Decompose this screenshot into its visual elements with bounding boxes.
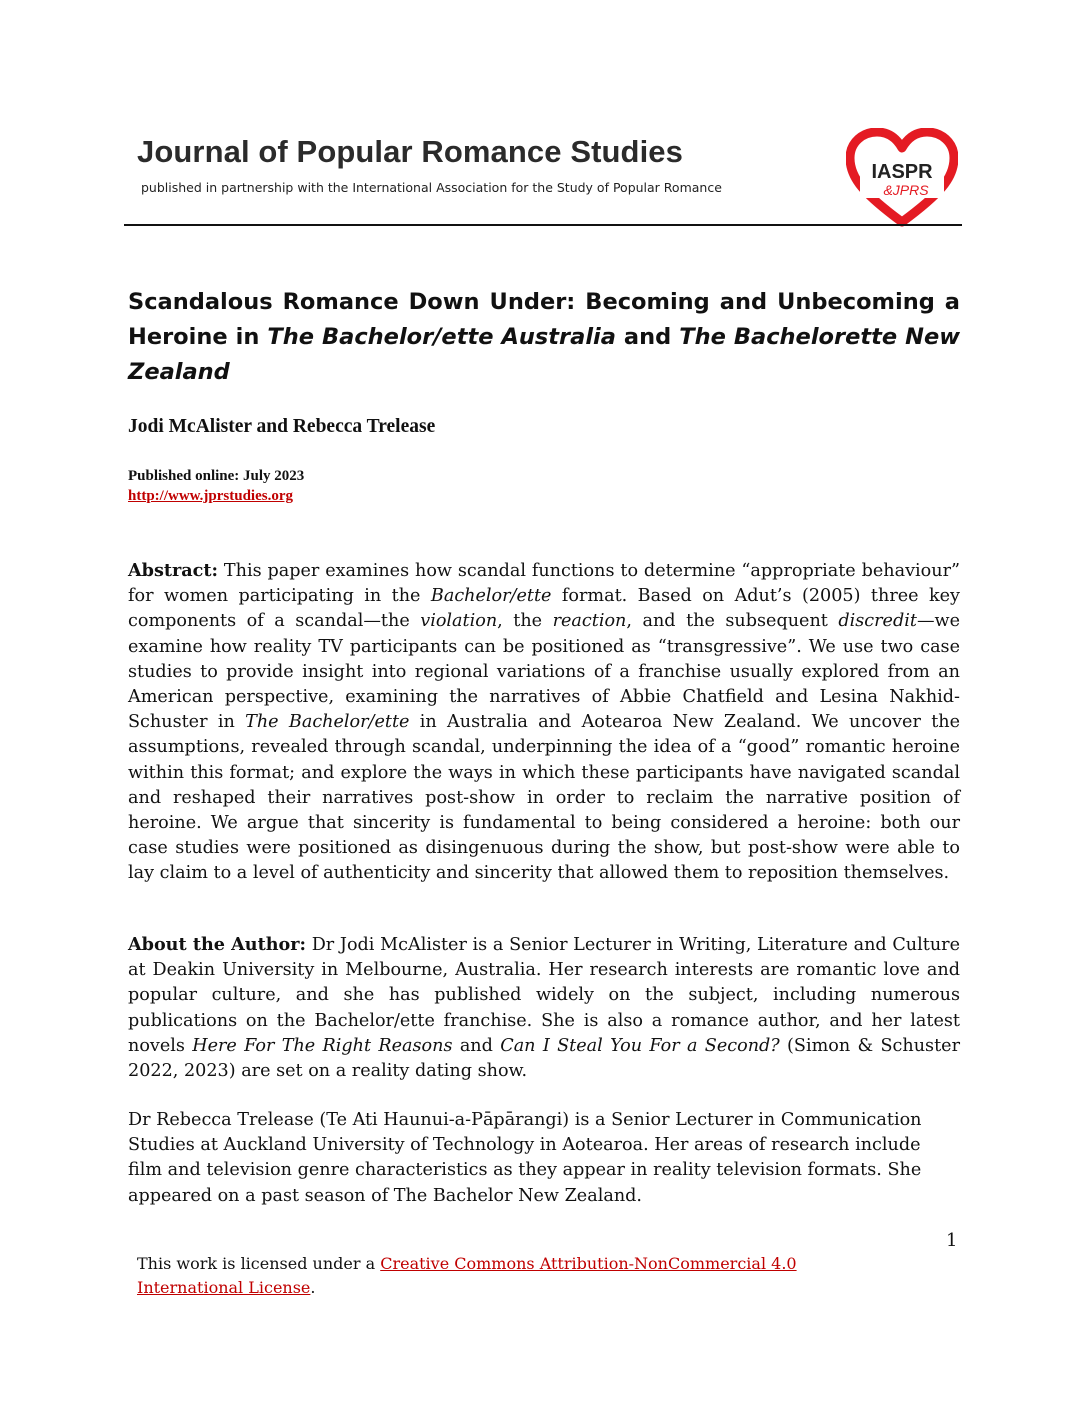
title-text: Scandalous Romance Down Under: Becoming and Unbecoming a Heroine in [128,289,960,350]
license-link[interactable]: Creative Commons Attribution-NonCommercial 4.0 International License [137,1254,797,1297]
abstract-text: —we examine how reality TV participants can be positioned as “transgressive”. We use two case studies to provide insight into regional variations of a franchise usually explored from an American perspective, examining the narratives of Abbie Chatfield and Lesina Nakhid-Schuster in [128,611,961,733]
about-label: About the Author: [128,934,307,955]
novel-title: Can I Steal You For a Second? [500,1035,780,1056]
abstract-text: format. Based on Adut’s (2005) three key components of a scandal—the [128,586,960,632]
journal-subtitle: published in partnership with the International Association for the Study of Popular Romance [141,180,722,195]
about-author-paragraph [128,932,960,1084]
license-text: This work is licensed under a [137,1254,381,1273]
about-text: (Simon & Schuster 2022, 2023) are set on a reality dating show. [128,1035,960,1082]
article-authors: Jodi McAlister and Rebecca Trelease [128,416,436,437]
published-date: Published online: July 2023 [128,468,305,484]
abstract-emphasis: Bachelor/ette [430,586,552,607]
abstract-text: , and the subsequent [626,611,839,632]
iaspr-heart-logo [846,128,958,228]
novel-title: Here For The Right Reasons [192,1035,453,1056]
abstract-paragraph [128,558,960,887]
abstract-text: in Australia and Aotearoa New Zealand. We uncover the assumptions, revealed through scandal, underpinning the idea of a “good” romantic heroine within this format; and explore the ways in which these participants have navigated scandal and reshaped their narratives post-show in order to reclaim the narrative position of heroine. We argue that sincerity is fundamental to being considered a heroine: both our case studies were positioned as disingenuous during the show, but post-show were able to lay claim to a level of authenticity and sincerity that allowed them to reposition themselves. [128,712,961,884]
title-text: and [615,324,680,350]
about-text: Dr Jodi McAlister is a Senior Lecturer in Writing, Literature and Culture at Deakin University in Melbourne, Australia. Her research interests are romantic love and popular culture, and she has published widely on the subject, including numerous publications on the Bachelor/ette franchise. She is also a romance author, and her latest novels [128,935,960,1056]
logo-text-iaspr: IASPR [871,161,933,183]
abstract-emphasis: The Bachelor/ette [245,712,410,733]
journal-title: Journal of Popular Romance Studies [137,134,683,169]
abstract-emphasis: reaction [552,611,627,632]
abstract-text: , the [497,611,553,632]
license-notice [137,1252,857,1300]
second-author-bio: Dr Rebecca Trelease (Te Ati Haunui-a-Pāpārangi) is a Senior Lecturer in Communication Studies at Auckland University of Technology in Aotearoa. Her areas of research include film and television genre characteristics as they appear in reality television formats. She appeared on a past season of The Bachelor New Zealand. [128,1110,922,1206]
article-title [128,285,960,390]
title-show-australia: The Bachelor/ette Australia [267,324,616,350]
header-rule [124,224,962,226]
abstract-emphasis: violation [420,611,498,632]
about-text: and [452,1035,501,1056]
abstract-emphasis: discredit [838,611,917,632]
title-show-nz: The Bachelorette New Zealand [128,324,960,385]
page-number: 1 [946,1230,958,1251]
logo-text-jprs: &JPRS [883,182,929,198]
license-text: . [310,1278,316,1297]
abstract-label: Abstract: [128,560,218,581]
journal-url-link[interactable]: http://www.jprstudies.org [128,488,294,504]
abstract-text: This paper examines how scandal functions to determine “appropriate behaviour” for women participating in the [128,561,960,607]
